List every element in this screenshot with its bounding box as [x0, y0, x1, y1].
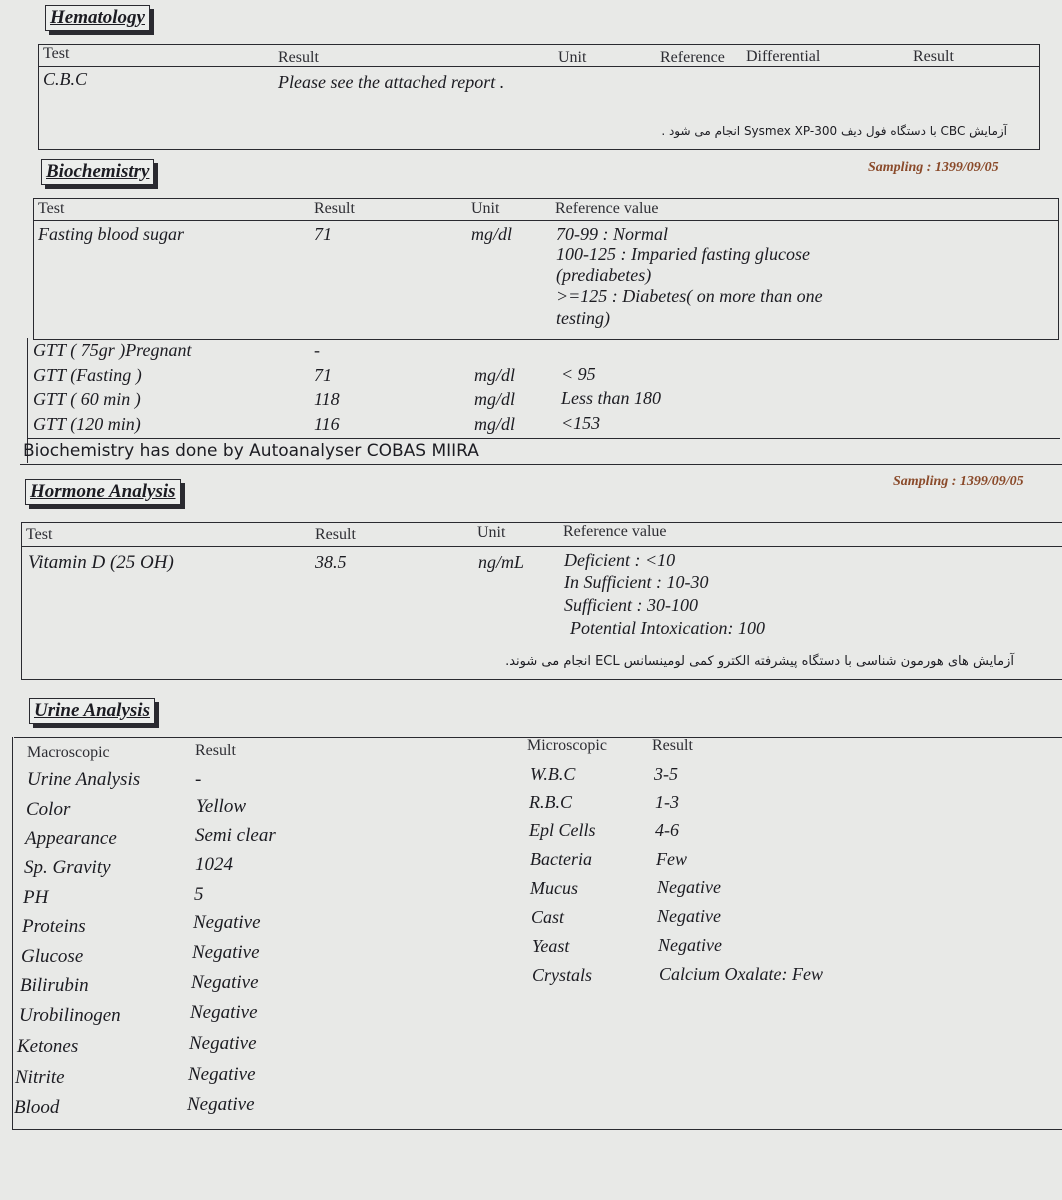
- hormone-device-note: آزمایش های هورمون شناسی با دستگاه پیشرفته الکترو کمی لومینسانس ECL انجام می شوند.: [505, 654, 1014, 669]
- gtt-60-reference: Less than 180: [561, 388, 662, 408]
- urine-macro-value: -: [195, 769, 202, 790]
- urine-macro-label: Bilirubin: [20, 975, 89, 996]
- urine-macro-value: 5: [194, 884, 204, 905]
- urine-macro-label: Proteins: [22, 916, 86, 937]
- urine-macro-label: Nitrite: [15, 1067, 65, 1088]
- urine-macro-label: Urine Analysis: [27, 769, 141, 790]
- urine-title: Urine Analysis: [29, 698, 155, 724]
- vitamin-d-reference-line: Sufficient : 30-100: [564, 595, 698, 615]
- urine-macro-value: Negative: [188, 1064, 256, 1085]
- urine-micro-value: 4-6: [655, 820, 679, 840]
- biochemistry-header-divider: [34, 220, 1058, 221]
- gtt-60-result: 118: [314, 389, 340, 409]
- urine-macroscopic-header: Macroscopic: [27, 744, 110, 761]
- hematology-header-divider: [39, 66, 1039, 67]
- hematology-header-result-2: Result: [913, 48, 954, 65]
- hematology-header-result: Result: [278, 49, 319, 66]
- hematology-title: Hematology: [45, 5, 150, 31]
- hormone-header-unit: Unit: [477, 524, 506, 541]
- urine-micro-label: Mucus: [530, 878, 578, 898]
- urine-micro-label: Bacteria: [530, 849, 592, 869]
- hematology-device-note: آزمایش CBC با دستگاه فول دیف Sysmex XP-300 انجام می شود .: [661, 124, 1007, 138]
- hormone-title: Hormone Analysis: [25, 479, 181, 505]
- hematology-header-unit: Unit: [558, 49, 587, 66]
- urine-macro-value: Negative: [189, 1033, 257, 1054]
- biochemistry-header-reference: Reference value: [555, 200, 659, 217]
- hormone-header-divider: [22, 546, 1062, 547]
- vitamin-d-reference-line: In Sufficient : 10-30: [564, 572, 709, 592]
- urine-macro-label: Urobilinogen: [19, 1005, 121, 1026]
- urine-micro-label: Yeast: [532, 936, 570, 956]
- urine-macro-value: Yellow: [196, 796, 246, 817]
- biochemistry-sampling-date: Sampling : 1399/09/05: [868, 160, 999, 175]
- biochemistry-title: Biochemistry: [41, 159, 154, 185]
- gtt-fasting-reference: < 95: [561, 364, 596, 384]
- gtt-120-test: GTT (120 min): [33, 414, 141, 434]
- fbs-reference-line: 100-125 : Imparied fasting glucose: [556, 244, 810, 264]
- fbs-reference-line: (prediabetes): [556, 265, 652, 285]
- urine-macro-label: Color: [26, 799, 71, 820]
- urine-macro-label: Appearance: [25, 828, 117, 849]
- fbs-test: Fasting blood sugar: [38, 224, 185, 244]
- hormone-sampling-date: Sampling : 1399/09/05: [893, 474, 1024, 489]
- urine-micro-value: 3-5: [654, 764, 678, 784]
- urine-macro-value: Negative: [187, 1094, 255, 1115]
- urine-macro-label: Ketones: [17, 1036, 79, 1057]
- biochemistry-bottom-rule: [20, 464, 1062, 465]
- hematology-header-differential: Differential: [746, 48, 821, 65]
- vitamin-d-unit: ng/mL: [478, 552, 525, 572]
- biochemistry-header-unit: Unit: [471, 200, 500, 217]
- biochemistry-header-result: Result: [314, 200, 355, 217]
- hormone-header-reference: Reference value: [563, 523, 667, 540]
- hematology-test-cbc: C.B.C: [43, 69, 88, 89]
- urine-macro-value: Negative: [191, 972, 259, 993]
- urine-microscopic-header: Microscopic: [527, 737, 607, 754]
- vitamin-d-result: 38.5: [315, 552, 347, 572]
- urine-macro-value: Negative: [192, 942, 260, 963]
- gtt-60-test: GTT ( 60 min ): [33, 389, 141, 409]
- gtt-fasting-result: 71: [314, 365, 332, 385]
- urine-macro-value: Negative: [190, 1002, 258, 1023]
- hormone-header-result: Result: [315, 526, 356, 543]
- urine-bottom-rule: [12, 1129, 1062, 1130]
- urine-macro-value: Semi clear: [195, 825, 276, 846]
- gtt-pregnant-result: -: [314, 340, 320, 360]
- urine-macro-label: PH: [23, 887, 49, 908]
- fbs-reference-line: testing): [556, 308, 610, 328]
- urine-macro-value: Negative: [193, 912, 261, 933]
- fbs-reference-line: 70-99 : Normal: [556, 224, 668, 244]
- fbs-reference-line: >=125 : Diabetes( on more than one: [556, 286, 823, 306]
- gtt-pregnant-test: GTT ( 75gr )Pregnant: [33, 340, 192, 360]
- urine-micro-label: W.B.C: [530, 764, 576, 784]
- hematology-header-test: Test: [43, 45, 70, 62]
- hematology-header-reference: Reference: [660, 49, 725, 66]
- gtt-120-unit: mg/dl: [474, 414, 516, 434]
- urine-micro-label: Cast: [531, 907, 565, 927]
- urine-macro-label: Blood: [14, 1097, 60, 1118]
- urine-macro-value: 1024: [195, 854, 233, 875]
- vitamin-d-test: Vitamin D (25 OH): [28, 552, 174, 573]
- urine-micro-label: R.B.C: [529, 792, 572, 812]
- biochemistry-rule: [27, 438, 1060, 439]
- gtt-fasting-test: GTT (Fasting ): [33, 365, 142, 385]
- vitamin-d-reference-line: Potential Intoxication: 100: [570, 618, 765, 638]
- gtt-120-reference: <153: [561, 413, 601, 433]
- urine-micro-label: Crystals: [532, 965, 593, 985]
- urine-macro-label: Sp. Gravity: [24, 857, 111, 878]
- gtt-fasting-unit: mg/dl: [474, 365, 516, 385]
- urine-micro-value: Calcium Oxalate: Few: [659, 964, 823, 984]
- urine-micro-value: Negative: [657, 906, 721, 926]
- urine-micro-value: 1-3: [655, 792, 679, 812]
- urine-micro-value: Negative: [658, 935, 722, 955]
- urine-left-border: [12, 737, 13, 1130]
- fbs-result: 71: [314, 224, 332, 244]
- urine-macro-label: Glucose: [21, 946, 84, 967]
- urine-micro-value: Negative: [657, 877, 721, 897]
- fbs-unit: mg/dl: [471, 224, 513, 244]
- urine-microscopic-result-header: Result: [652, 737, 693, 754]
- urine-macroscopic-result-header: Result: [195, 742, 236, 759]
- urine-micro-value: Few: [656, 849, 687, 869]
- hormone-header-test: Test: [26, 526, 53, 543]
- biochemistry-header-test: Test: [38, 200, 65, 217]
- gtt-60-unit: mg/dl: [474, 389, 516, 409]
- urine-micro-label: Epl Cells: [529, 820, 596, 840]
- vitamin-d-reference-line: Deficient : <10: [564, 550, 676, 570]
- biochemistry-device-footer: Biochemistry has done by Autoanalyser COBAS MIIRA: [23, 441, 479, 461]
- hematology-result: Please see the attached report .: [278, 72, 505, 92]
- gtt-120-result: 116: [314, 414, 340, 434]
